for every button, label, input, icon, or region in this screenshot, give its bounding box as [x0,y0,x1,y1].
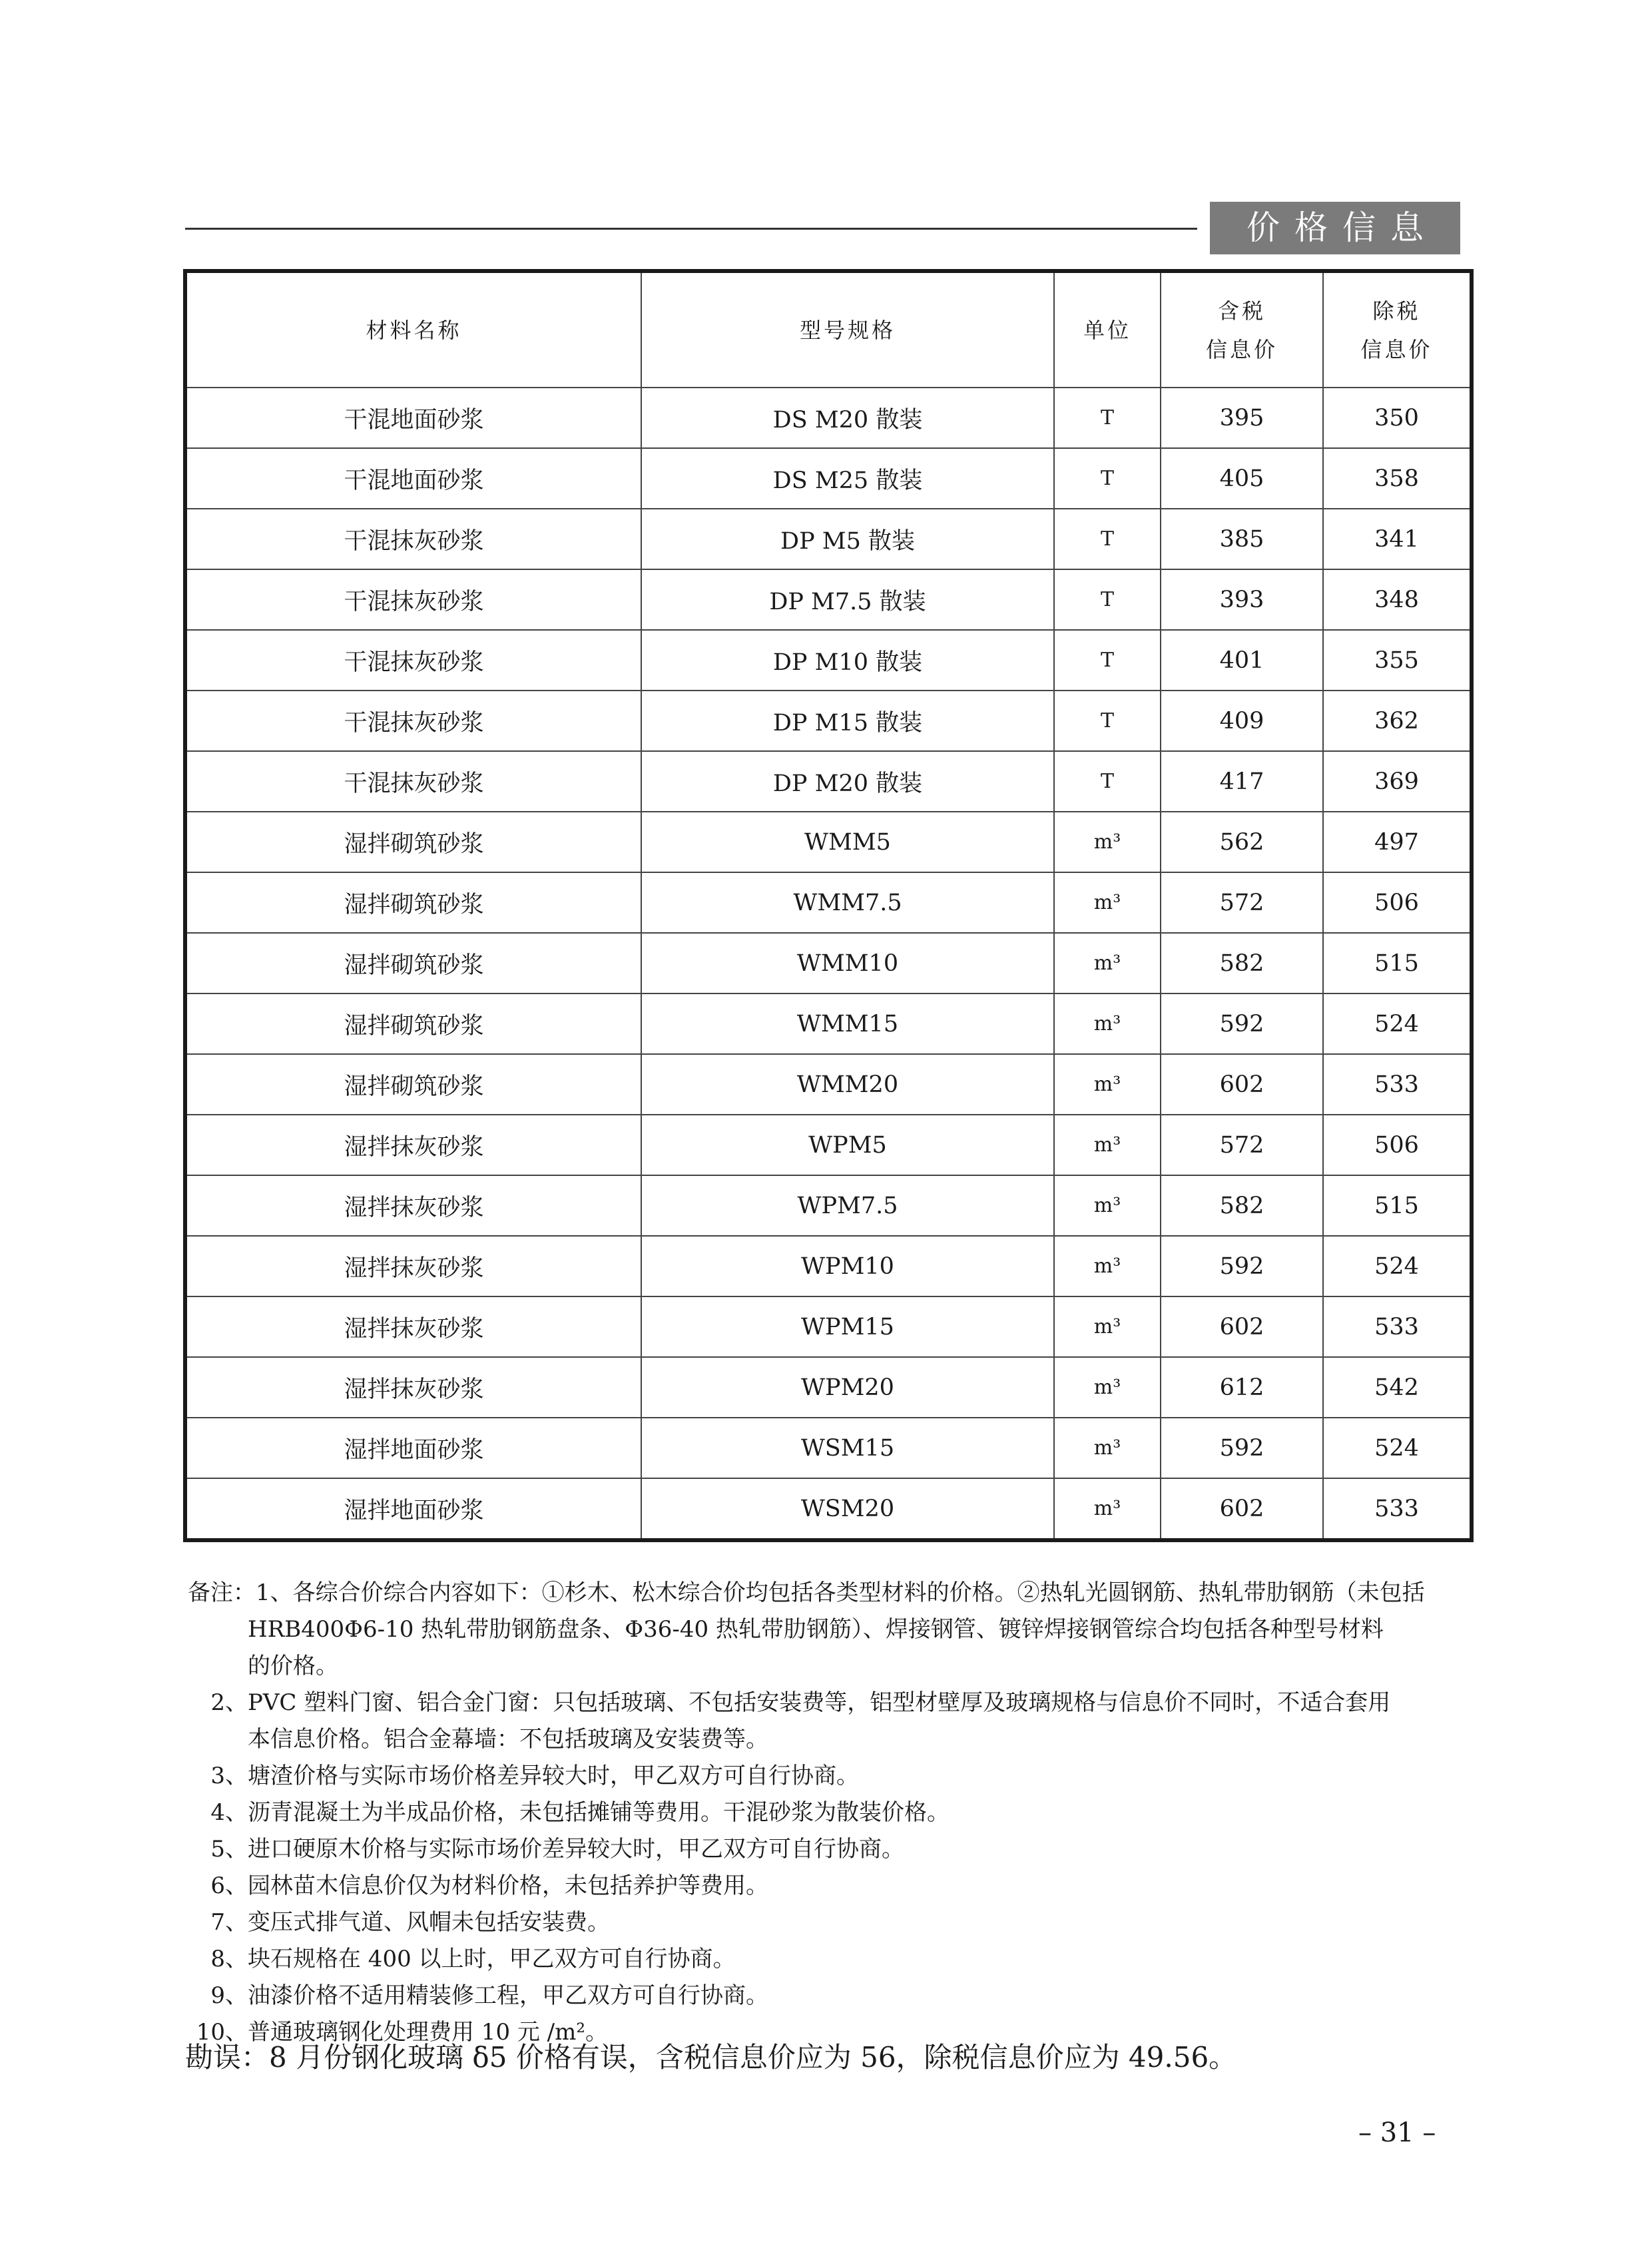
cell-price-tax: 582 [1161,1175,1323,1236]
cell-price-notax: 515 [1323,1175,1470,1236]
note-text: PVC 塑料门窗、铝合金门窗：只包括玻璃、不包括安装费等，铝型材壁厚及玻璃规格与信息价不同时，不适合套用 [248,1689,1391,1716]
table-row [187,812,1470,872]
cell-unit: m³ [1054,993,1161,1054]
cell-spec: DS M20 散装 [641,388,1054,448]
cell-unit: m³ [1054,1418,1161,1478]
cell-price-tax: 592 [1161,1236,1323,1296]
note-text: 塘渣价格与实际市场价格差异较大时，甲乙双方可自行协商。 [248,1763,859,1789]
cell-price-notax: 355 [1323,630,1470,691]
header-price-notax-line2: 信息价 [1360,336,1433,362]
cell-spec: WMM5 [641,812,1054,872]
cell-name: 干混抹灰砂浆 [187,630,641,691]
cell-spec: WMM15 [641,993,1054,1054]
cell-price-notax: 533 [1323,1478,1470,1538]
table-row [187,993,1470,1054]
table-row [187,1478,1470,1538]
cell-price-tax: 405 [1161,448,1323,509]
cell-unit: m³ [1054,933,1161,993]
note-text: 各综合价综合内容如下：①杉木、松木综合价均包括各类型材料的价格。②热轧光圆钢筋、热轧带肋钢筋（未包括 [292,1579,1425,1606]
cell-price-tax: 395 [1161,388,1323,448]
cell-price-tax: 612 [1161,1357,1323,1418]
cell-name: 干混地面砂浆 [187,388,641,448]
note-text: 本信息价格。铝合金幕墙：不包括玻璃及安装费等。 [248,1726,768,1753]
note-number: 4、 [210,1799,248,1826]
cell-spec: WPM15 [641,1296,1054,1357]
table-row [187,509,1470,569]
note-line [188,1868,1473,1904]
cell-name: 湿拌地面砂浆 [187,1418,641,1478]
cell-name: 湿拌抹灰砂浆 [187,1296,641,1357]
cell-price-tax: 572 [1161,872,1323,933]
table-row [187,691,1470,751]
note-line [188,1978,1473,2014]
cell-spec: WPM10 [641,1236,1054,1296]
cell-price-tax: 417 [1161,751,1323,812]
cell-price-tax: 409 [1161,691,1323,751]
note-line [188,1941,1473,1978]
note-text: HRB400Φ6-10 热轧带肋钢筋盘条、Φ36-40 热轧带肋钢筋）、焊接钢管、镀锌焊接钢管综合均包括各种型号材料 [248,1616,1384,1643]
note-text: 园林苗木信息价仅为材料价格，未包括养护等费用。 [248,1872,768,1899]
cell-name: 湿拌抹灰砂浆 [187,1357,641,1418]
cell-unit: m³ [1054,1296,1161,1357]
cell-price-notax: 369 [1323,751,1470,812]
note-number: 8、 [210,1946,248,1972]
cell-unit: T [1054,751,1161,812]
cell-price-tax: 602 [1161,1296,1323,1357]
cell-name: 湿拌抹灰砂浆 [187,1115,641,1175]
cell-name: 湿拌地面砂浆 [187,1478,641,1538]
cell-unit: m³ [1054,872,1161,933]
price-table [183,269,1474,1542]
header-rule [185,228,1197,230]
note-text: 的价格。 [248,1653,338,1679]
cell-price-tax: 562 [1161,812,1323,872]
cell-price-notax: 533 [1323,1296,1470,1357]
note-line [188,1795,1473,1831]
note-number: 9、 [210,1982,248,2009]
cell-name: 干混抹灰砂浆 [187,569,641,630]
table-row [187,751,1470,812]
cell-price-tax: 592 [1161,993,1323,1054]
note-number: 10、 [196,2019,248,2046]
cell-spec: DP M15 散装 [641,691,1054,751]
note-line [188,1611,1473,1648]
cell-name: 干混抹灰砂浆 [187,751,641,812]
note-number: 7、 [210,1909,248,1936]
note-line [188,1721,1473,1758]
cell-unit: T [1054,388,1161,448]
header-name: 材料名称 [187,273,641,388]
cell-name: 湿拌砌筑砂浆 [187,872,641,933]
header-spec: 型号规格 [641,273,1054,388]
cell-price-notax: 524 [1323,1236,1470,1296]
cell-name: 干混地面砂浆 [187,448,641,509]
cell-price-tax: 401 [1161,630,1323,691]
cell-spec: WMM20 [641,1054,1054,1115]
cell-price-notax: 497 [1323,812,1470,872]
page-number: – 31 – [1358,2117,1436,2148]
cell-spec: DP M5 散装 [641,509,1054,569]
note-text: 沥青混凝土为半成品价格，未包括摊铺等费用。干混砂浆为散装价格。 [248,1799,950,1826]
cell-name: 干混抹灰砂浆 [187,691,641,751]
table-row [187,1054,1470,1115]
cell-unit: T [1054,691,1161,751]
cell-unit: m³ [1054,1054,1161,1115]
cell-price-notax: 506 [1323,1115,1470,1175]
cell-price-notax: 341 [1323,509,1470,569]
cell-price-notax: 533 [1323,1054,1470,1115]
cell-unit: m³ [1054,1236,1161,1296]
cell-unit: m³ [1054,812,1161,872]
cell-price-tax: 572 [1161,1115,1323,1175]
note-number: 5、 [210,1836,248,1862]
note-text: 油漆价格不适用精装修工程，甲乙双方可自行协商。 [248,1982,768,2009]
cell-spec: WPM20 [641,1357,1054,1418]
cell-unit: m³ [1054,1175,1161,1236]
cell-price-notax: 348 [1323,569,1470,630]
cell-spec: WPM5 [641,1115,1054,1175]
cell-spec: DS M25 散装 [641,448,1054,509]
cell-price-tax: 393 [1161,569,1323,630]
cell-spec: DP M20 散装 [641,751,1054,812]
header-price-notax [1323,273,1470,388]
table-row [187,1296,1470,1357]
cell-name: 湿拌抹灰砂浆 [187,1175,641,1236]
cell-unit: m³ [1054,1478,1161,1538]
note-text: 进口硬原木价格与实际市场价差异较大时，甲乙双方可自行协商。 [248,1836,904,1862]
cell-price-notax: 515 [1323,933,1470,993]
table-row [187,1236,1470,1296]
cell-name: 干混抹灰砂浆 [187,509,641,569]
cell-price-tax: 582 [1161,933,1323,993]
note-line [188,1685,1473,1721]
table-row [187,1357,1470,1418]
notes-label: 备注： [188,1579,256,1606]
section-title: 价格信息 [1210,202,1460,254]
note-text: 普通玻璃钢化处理费用 10 元 /m²。 [248,2019,609,2046]
cell-unit: m³ [1054,1357,1161,1418]
cell-price-notax: 524 [1323,1418,1470,1478]
table-body [187,388,1470,1538]
cell-spec: WPM7.5 [641,1175,1054,1236]
note-line [188,1904,1473,1941]
cell-price-notax: 524 [1323,993,1470,1054]
header-price-tax-line1: 含税 [1217,298,1266,324]
table-row [187,630,1470,691]
cell-price-notax: 542 [1323,1357,1470,1418]
table-row [187,1418,1470,1478]
note-number: 2、 [210,1689,248,1716]
notes [188,1575,1473,2051]
cell-price-notax: 506 [1323,872,1470,933]
note-line [188,1758,1473,1795]
cell-price-tax: 602 [1161,1054,1323,1115]
cell-price-notax: 362 [1323,691,1470,751]
cell-name: 湿拌砌筑砂浆 [187,993,641,1054]
table-row [187,1115,1470,1175]
note-line [188,1831,1473,1868]
header-unit: 单位 [1054,273,1161,388]
table-header-row [187,273,1470,388]
note-line [188,1648,1473,1685]
note-line [188,1575,1473,1611]
cell-unit: m³ [1054,1115,1161,1175]
note-number: 6、 [210,1872,248,1899]
header-price-notax-line1: 除税 [1372,298,1421,324]
note-number: 1、 [256,1579,293,1606]
cell-price-tax: 592 [1161,1418,1323,1478]
cell-price-tax: 385 [1161,509,1323,569]
cell-name: 湿拌砌筑砂浆 [187,1054,641,1115]
table-row [187,872,1470,933]
table-row [187,569,1470,630]
cell-unit: T [1054,509,1161,569]
table-row [187,933,1470,993]
cell-spec: WMM10 [641,933,1054,993]
cell-price-tax: 602 [1161,1478,1323,1538]
header-price-tax-line2: 信息价 [1205,336,1278,362]
table-row [187,1175,1470,1236]
cell-name: 湿拌砌筑砂浆 [187,933,641,993]
note-number: 3、 [210,1763,248,1789]
cell-unit: T [1054,630,1161,691]
cell-spec: WSM15 [641,1418,1054,1478]
cell-name: 湿拌砌筑砂浆 [187,812,641,872]
cell-spec: DP M7.5 散装 [641,569,1054,630]
cell-price-notax: 350 [1323,388,1470,448]
cell-unit: T [1054,569,1161,630]
cell-price-notax: 358 [1323,448,1470,509]
table-row [187,388,1470,448]
table-row [187,448,1470,509]
cell-spec: WSM20 [641,1478,1054,1538]
header-price-tax [1161,273,1323,388]
note-text: 块石规格在 400 以上时，甲乙双方可自行协商。 [248,1946,736,1972]
cell-name: 湿拌抹灰砂浆 [187,1236,641,1296]
note-text: 变压式排气道、风帽未包括安装费。 [248,1909,610,1936]
erratum: 勘误：8 月份钢化玻璃 δ5 价格有误，含税信息价应为 56，除税信息价应为 49.56。 [185,2041,1237,2074]
cell-spec: WMM7.5 [641,872,1054,933]
cell-spec: DP M10 散装 [641,630,1054,691]
cell-unit: T [1054,448,1161,509]
